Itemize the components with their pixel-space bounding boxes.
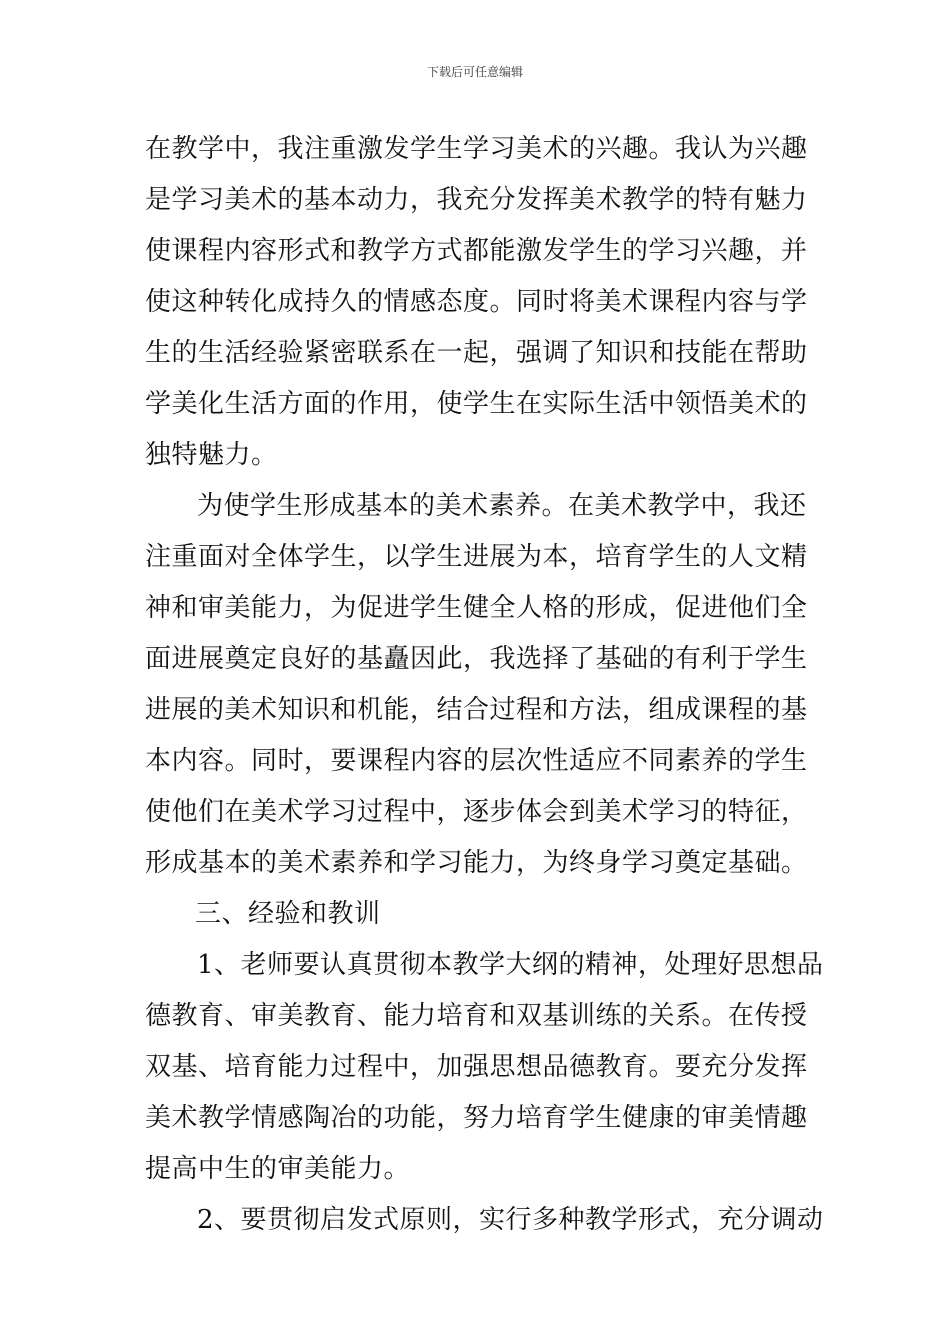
text-line: 学美化生活方面的作用，使学生在实际生活中领悟美术的 (145, 389, 808, 419)
paragraph-interest (145, 124, 810, 481)
text-line: 形成基本的美术素养和学习能力，为终身学习奠定基础。 (145, 848, 808, 878)
section-heading: 三、经验和教训 (195, 899, 381, 929)
paragraph-item-2 (145, 1195, 824, 1246)
text-line: 生的生活经验紧密联系在一起，强调了知识和技能在帮助 (145, 338, 808, 368)
text-line: 使他们在美术学习过程中，逐步体会到美术学习的特征， (145, 797, 808, 827)
page-header: 下载后可任意编辑 (426, 65, 523, 79)
text-line: 使课程内容形式和教学方式都能激发学生的学习兴趣，并 (145, 236, 808, 266)
text-line: 本内容。同时，要课程内容的层次性适应不同素养的学生 (145, 746, 808, 776)
text-line: 是学习美术的基本动力，我充分发挥美术教学的特有魅力 (145, 185, 808, 215)
section-heading-experience (145, 889, 810, 940)
text-line-first: 1、老师要认真贯彻本教学大纲的精神，处理好思想品 (197, 950, 824, 980)
paragraph-literacy (145, 481, 810, 889)
text-line-first: 为使学生形成基本的美术素养。在美术教学中，我还 (197, 491, 807, 521)
text-line: 面进展奠定良好的基矗因此，我选择了基础的有利于学生 (145, 644, 808, 674)
text-line: 注重面对全体学生，以学生进展为本，培育学生的人文精 (145, 542, 808, 572)
text-line: 在教学中，我注重激发学生学习美术的兴趣。我认为兴趣 (145, 134, 808, 164)
paragraph-item-1 (145, 940, 824, 1195)
text-line: 德教育、审美教育、能力培育和双基训练的关系。在传授 (145, 1001, 808, 1031)
text-line: 美术教学情感陶冶的功能，努力培育学生健康的审美情趣 (145, 1103, 808, 1133)
text-line: 提高中生的审美能力。 (145, 1154, 411, 1184)
document-body (145, 124, 824, 1246)
text-line-first: 2、要贯彻启发式原则，实行多种教学形式，充分调动 (197, 1205, 824, 1235)
text-line: 进展的美术知识和机能，结合过程和方法，组成课程的基 (145, 695, 808, 725)
text-line: 神和审美能力，为促进学生健全人格的形成，促进他们全 (145, 593, 808, 623)
text-line: 独特魅力。 (145, 440, 278, 470)
text-line: 双基、培育能力过程中，加强思想品德教育。要充分发挥 (145, 1052, 808, 1082)
text-line: 使这种转化成持久的情感态度。同时将美术课程内容与学 (145, 287, 808, 317)
